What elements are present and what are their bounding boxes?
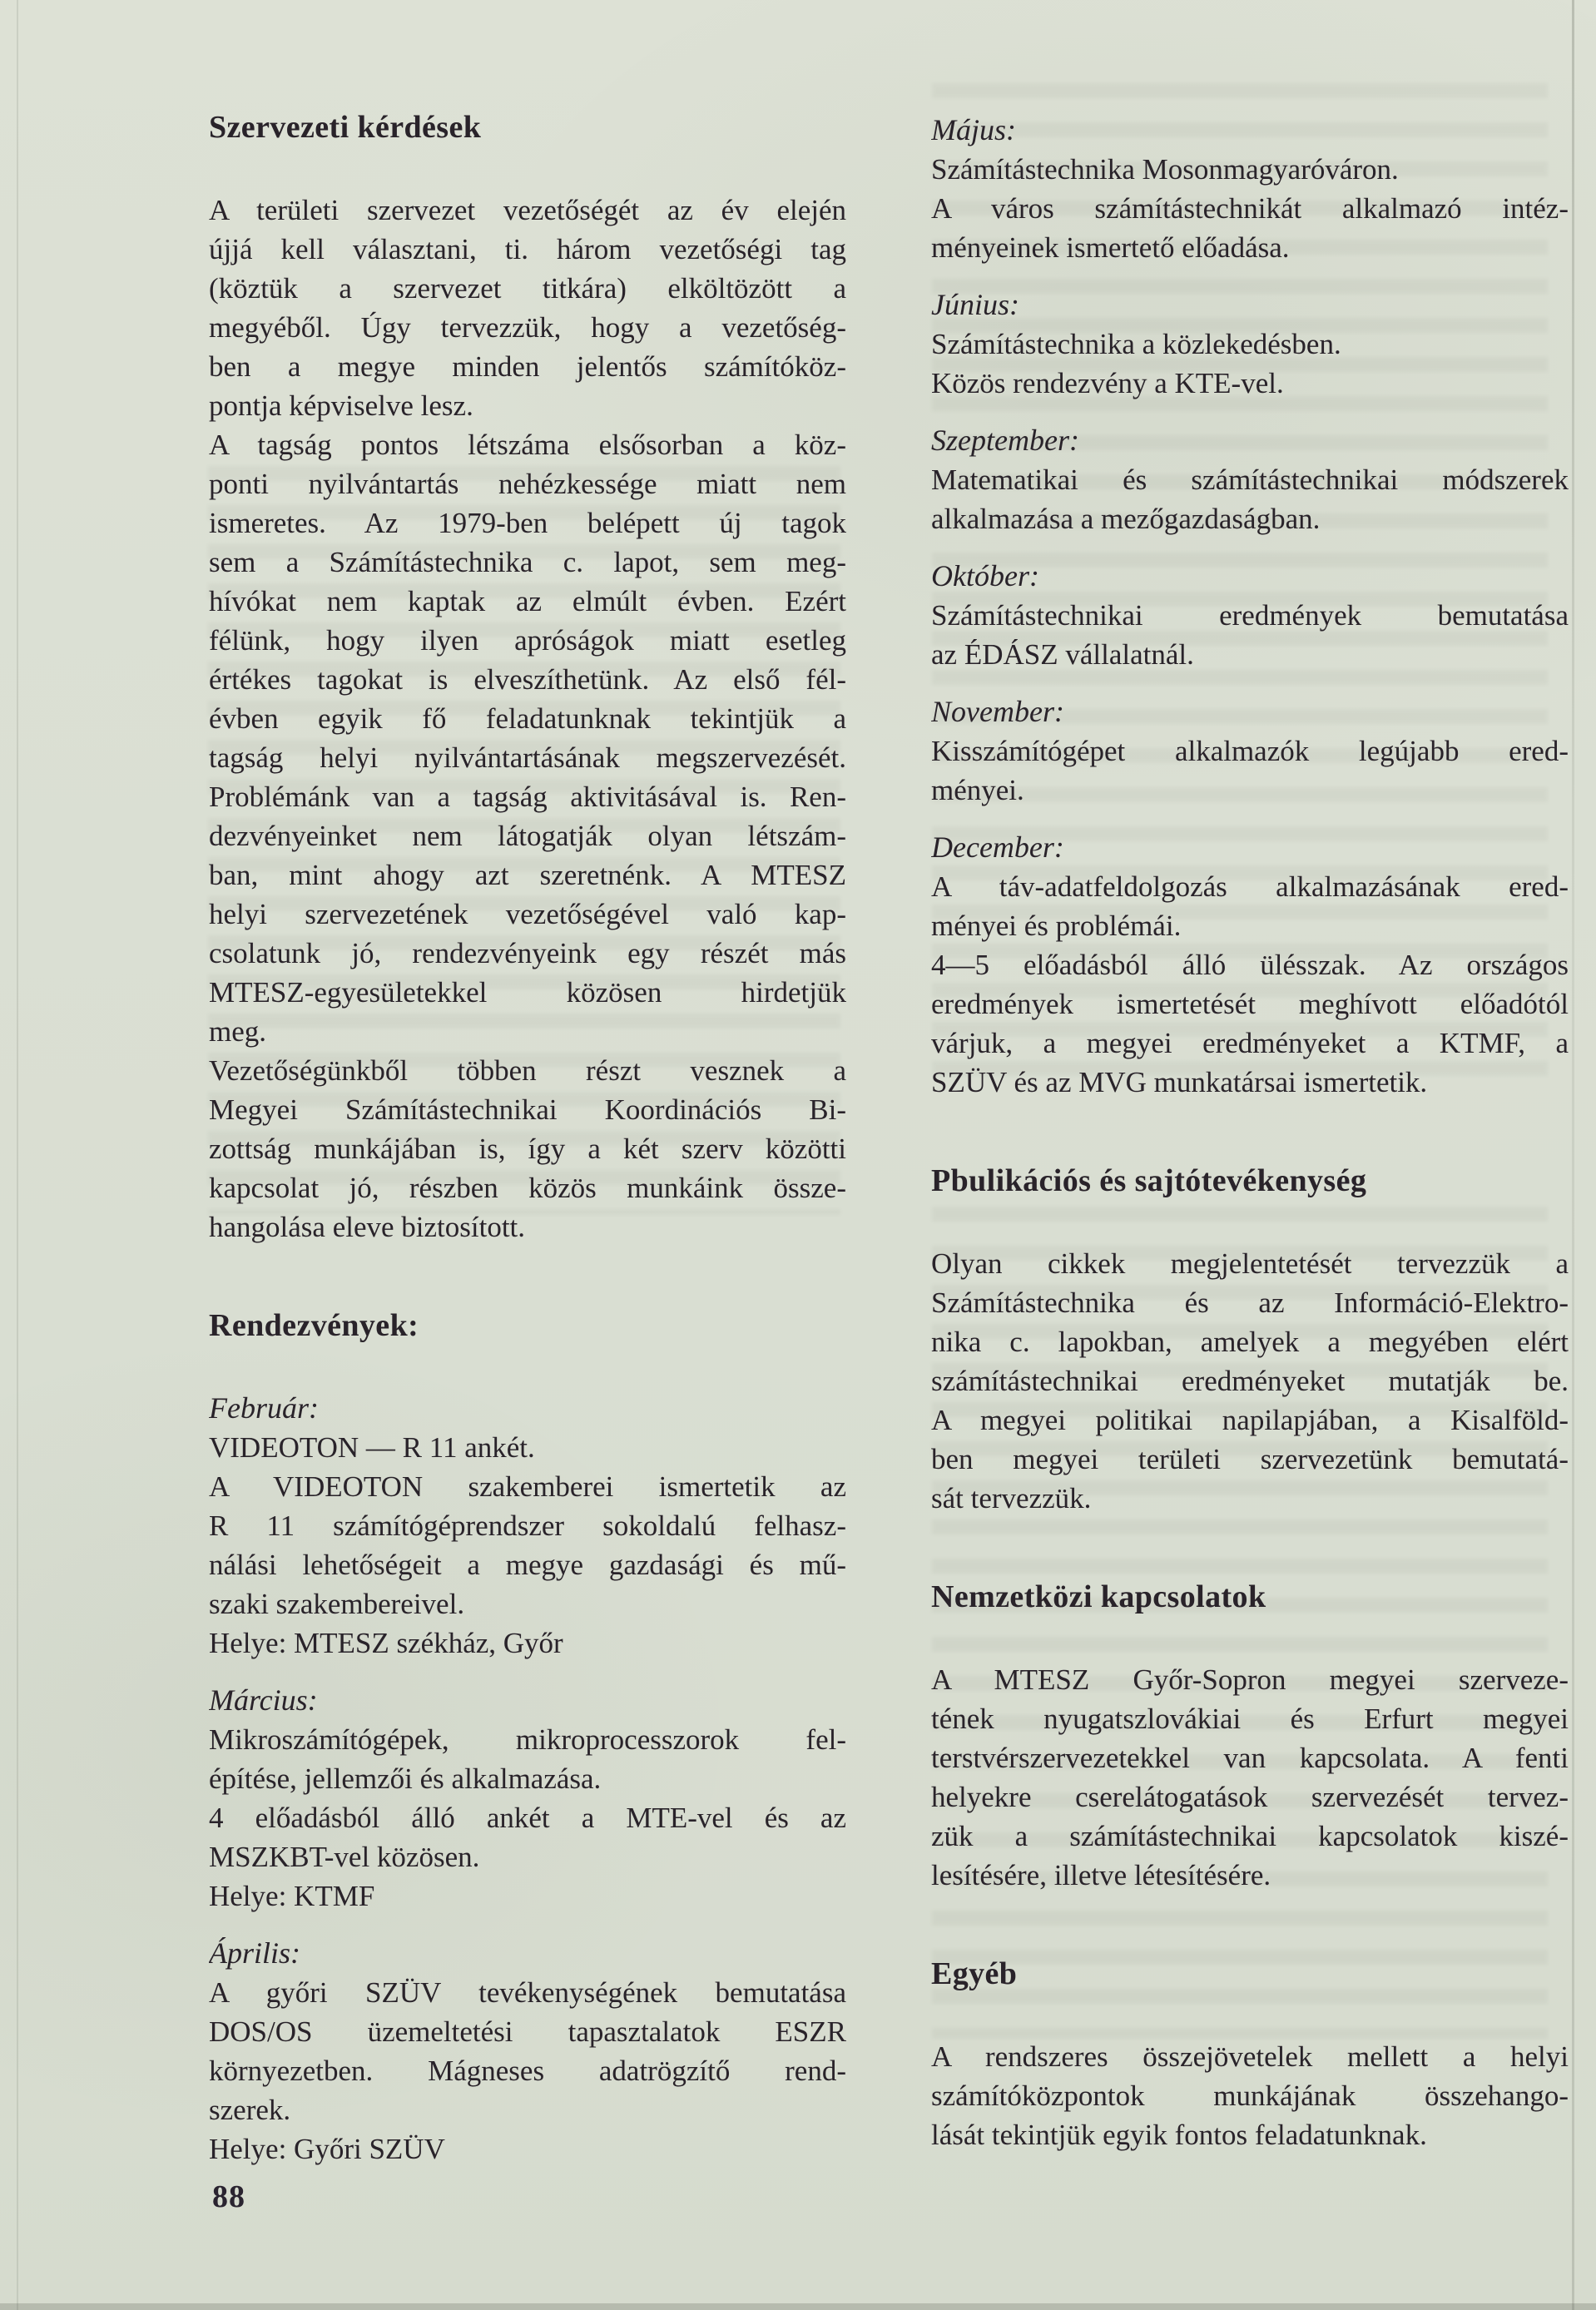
text-line: értékes tagokat is elveszíthetünk. Az első fél-: [209, 663, 846, 696]
text-line: (köztük a szervezet titkára) elköltözött a: [209, 272, 846, 305]
text-line: építése, jellemzői és alkalmazása.: [209, 1762, 602, 1795]
text-line: A rendszeres összejövetelek mellett a helyi: [931, 2040, 1569, 2073]
text-line: VIDEOTON — R 11 ankét.: [209, 1431, 535, 1464]
text-line: helyekre cserelátogatások szervezését tervez-: [931, 1781, 1569, 1813]
page-number: 88: [212, 2179, 245, 2214]
text-line: A győri SZÜV tevékenységének bemutatása: [209, 1976, 846, 2009]
text-line: ben megyei területi szervezetünk bemutatá-: [931, 1443, 1569, 1475]
month-heading: Szeptember:: [931, 424, 1079, 457]
text-line: sát tervezzük.: [931, 1482, 1092, 1514]
text-line: A MTESZ Győr-Sopron megyei szerveze-: [931, 1663, 1569, 1696]
month-heading: December:: [931, 830, 1064, 864]
text-line: lesítésére, illetve létesítésére.: [931, 1859, 1271, 1891]
text-line: lását tekintjük egyik fontos feladatunknak.: [931, 2119, 1427, 2151]
text-line: Megyei Számítástechnikai Koordinációs Bi-: [209, 1093, 846, 1126]
text-line: dezvényeinket nem látogatják olyan létszám-: [209, 820, 846, 852]
text-line: 4 előadásból álló ankét a MTE-vel és az: [209, 1802, 846, 1834]
text-line: helyi szervezetének vezetőségével való kap-: [209, 898, 846, 930]
text-line: ményeinek ismertető előadása.: [931, 231, 1290, 264]
text-line: Matematikai és számítástechnikai módszerek: [931, 463, 1569, 496]
section-heading: Rendezvények:: [209, 1308, 419, 1343]
text-line: számítástechnikai eredményeket mutatják be.: [931, 1365, 1569, 1397]
scan-edge-line: [17, 0, 18, 2310]
section-heading: Szervezeti kérdések: [209, 110, 482, 145]
text-line: ményei és problémái.: [931, 910, 1182, 942]
text-line: Helye: KTMF: [209, 1880, 375, 1912]
text-line: zük a számítástechnikai kapcsolatok kiszé-: [931, 1820, 1569, 1852]
month-heading: Április:: [209, 1936, 301, 1970]
text-line: A táv-adatfeldolgozás alkalmazásának ered-: [931, 870, 1569, 903]
text-line: Számítástechnika a közlekedésben.: [931, 328, 1341, 360]
text-line: Vezetőségünkből többen részt vesznek a: [209, 1054, 846, 1087]
text-line: évben egyik fő feladatunknak tekintjük a: [209, 702, 846, 735]
text-line: Számítástechnika és az Információ-Elektro-: [931, 1286, 1569, 1319]
text-line: megyéből. Úgy tervezzük, hogy a vezetőség-: [209, 311, 846, 344]
left-column: [209, 108, 846, 2169]
text-line: SZÜV és az MVG munkatársai ismertetik.: [931, 1066, 1428, 1098]
month-heading: November:: [931, 695, 1064, 728]
text-line: Mikroszámítógépek, mikroprocesszorok fel-: [209, 1723, 846, 1756]
text-line: tének nyugatszlovákiai és Erfurt megyei: [931, 1703, 1569, 1735]
text-line: ben a megye minden jelentős számítóköz-: [209, 350, 846, 383]
text-line: Számítástechnika Mosonmagyaróváron.: [931, 153, 1399, 186]
text-line: A város számítástechnikát alkalmazó intéz-: [931, 192, 1569, 225]
text-line: Közös rendezvény a KTE-vel.: [931, 367, 1284, 399]
text-line: Problémánk van a tagság aktivitásával is. Ren-: [209, 781, 846, 813]
month-heading: Február:: [209, 1391, 319, 1425]
text-line: ban, mint ahogy azt szeretnénk. A MTESZ: [209, 859, 846, 891]
text-line: Számítástechnikai eredmények bemutatása: [931, 599, 1569, 632]
text-line: Kisszámítógépet alkalmazók legújabb ered-: [931, 735, 1569, 767]
text-line: számítóközpontok munkájának összehango-: [931, 2079, 1569, 2112]
text-line: nika c. lapokban, amelyek a megyében elért: [931, 1326, 1569, 1358]
text-line: ponti nyilvántartás nehézkessége miatt nem: [209, 468, 846, 500]
text-line: hangolása eleve biztosított.: [209, 1211, 526, 1243]
scan-crease: [1572, 0, 1574, 2310]
text-line: hívókat nem kaptak az elmúlt évben. Ezért: [209, 585, 846, 617]
right-column: [931, 111, 1569, 2154]
text-line: A VIDEOTON szakemberei ismertetik az: [209, 1470, 846, 1503]
text-line: ismeretes. Az 1979-ben belépett új tagok: [209, 507, 846, 539]
text-line: várjuk, a megyei eredményeket a KTMF, a: [931, 1027, 1569, 1059]
text-line: tagság helyi nyilvántartásának megszervezését.: [209, 741, 846, 774]
text-line: MSZKBT-vel közösen.: [209, 1841, 480, 1873]
text-line: alkalmazása a mezőgazdaságban.: [931, 503, 1321, 535]
text-line: kapcsolat jó, részben közös munkáink össze-: [209, 1172, 846, 1204]
text-line: A megyei politikai napilapjában, a Kisalföld-: [931, 1404, 1569, 1436]
month-heading: Március:: [209, 1683, 318, 1717]
text-line: környezetben. Mágneses adatrögzítő rend-: [209, 2055, 846, 2087]
text-line: meg.: [209, 1015, 267, 1048]
text-line: Helye: MTESZ székház, Győr: [209, 1627, 563, 1659]
text-line: csolatunk jó, rendezvényeink egy részét más: [209, 937, 846, 969]
section-heading: Egyéb: [931, 1956, 1018, 1991]
scan-edge-shadow: [0, 2303, 1596, 2310]
text-line: pontja képviselve lesz.: [209, 389, 473, 422]
text-line: félünk, hogy ilyen apróságok miatt esetleg: [209, 624, 846, 657]
text-line: sem a Számítástechnika c. lapot, sem meg-: [209, 546, 846, 578]
text-line: újjá kell választani, ti. három vezetőségi tag: [209, 233, 846, 265]
month-heading: Május:: [931, 113, 1016, 146]
text-line: szerek.: [209, 2094, 291, 2126]
text-line: DOS/OS üzemeltetési tapasztalatok ESZR: [209, 2015, 846, 2048]
text-line: R 11 számítógéprendszer sokoldalú felhasz-: [209, 1509, 846, 1542]
section-heading: Nemzetközi kapcsolatok: [931, 1579, 1266, 1614]
text-line: Olyan cikkek megjelentetését tervezzük a: [931, 1247, 1569, 1280]
text-line: Helye: Győri SZÜV: [209, 2133, 445, 2165]
text-line: zottság munkájában is, így a két szerv közötti: [209, 1133, 846, 1165]
text-line: 4—5 előadásból álló ülésszak. Az országos: [931, 949, 1569, 981]
month-heading: Október:: [931, 559, 1039, 592]
text-line: terstvérszervezetekkel van kapcsolata. A fenti: [931, 1742, 1569, 1774]
text-line: A területi szervezet vezetőségét az év elején: [209, 194, 846, 226]
text-line: eredmények ismertetését meghívott előadótól: [931, 988, 1569, 1020]
section-heading: Pbulikációs és sajtótevékenység: [931, 1163, 1367, 1198]
text-line: MTESZ-egyesületekkel közösen hirdetjük: [209, 976, 846, 1009]
text-line: nálási lehetőségeit a megye gazdasági és mű-: [209, 1549, 846, 1581]
text-line: ményei.: [931, 774, 1024, 806]
month-heading: Június:: [931, 288, 1019, 321]
text-line: szaki szakembereivel.: [209, 1588, 465, 1620]
text-line: az ÉDÁSZ vállalatnál.: [931, 638, 1194, 671]
text-line: A tagság pontos létszáma elsősorban a köz-: [209, 429, 846, 461]
